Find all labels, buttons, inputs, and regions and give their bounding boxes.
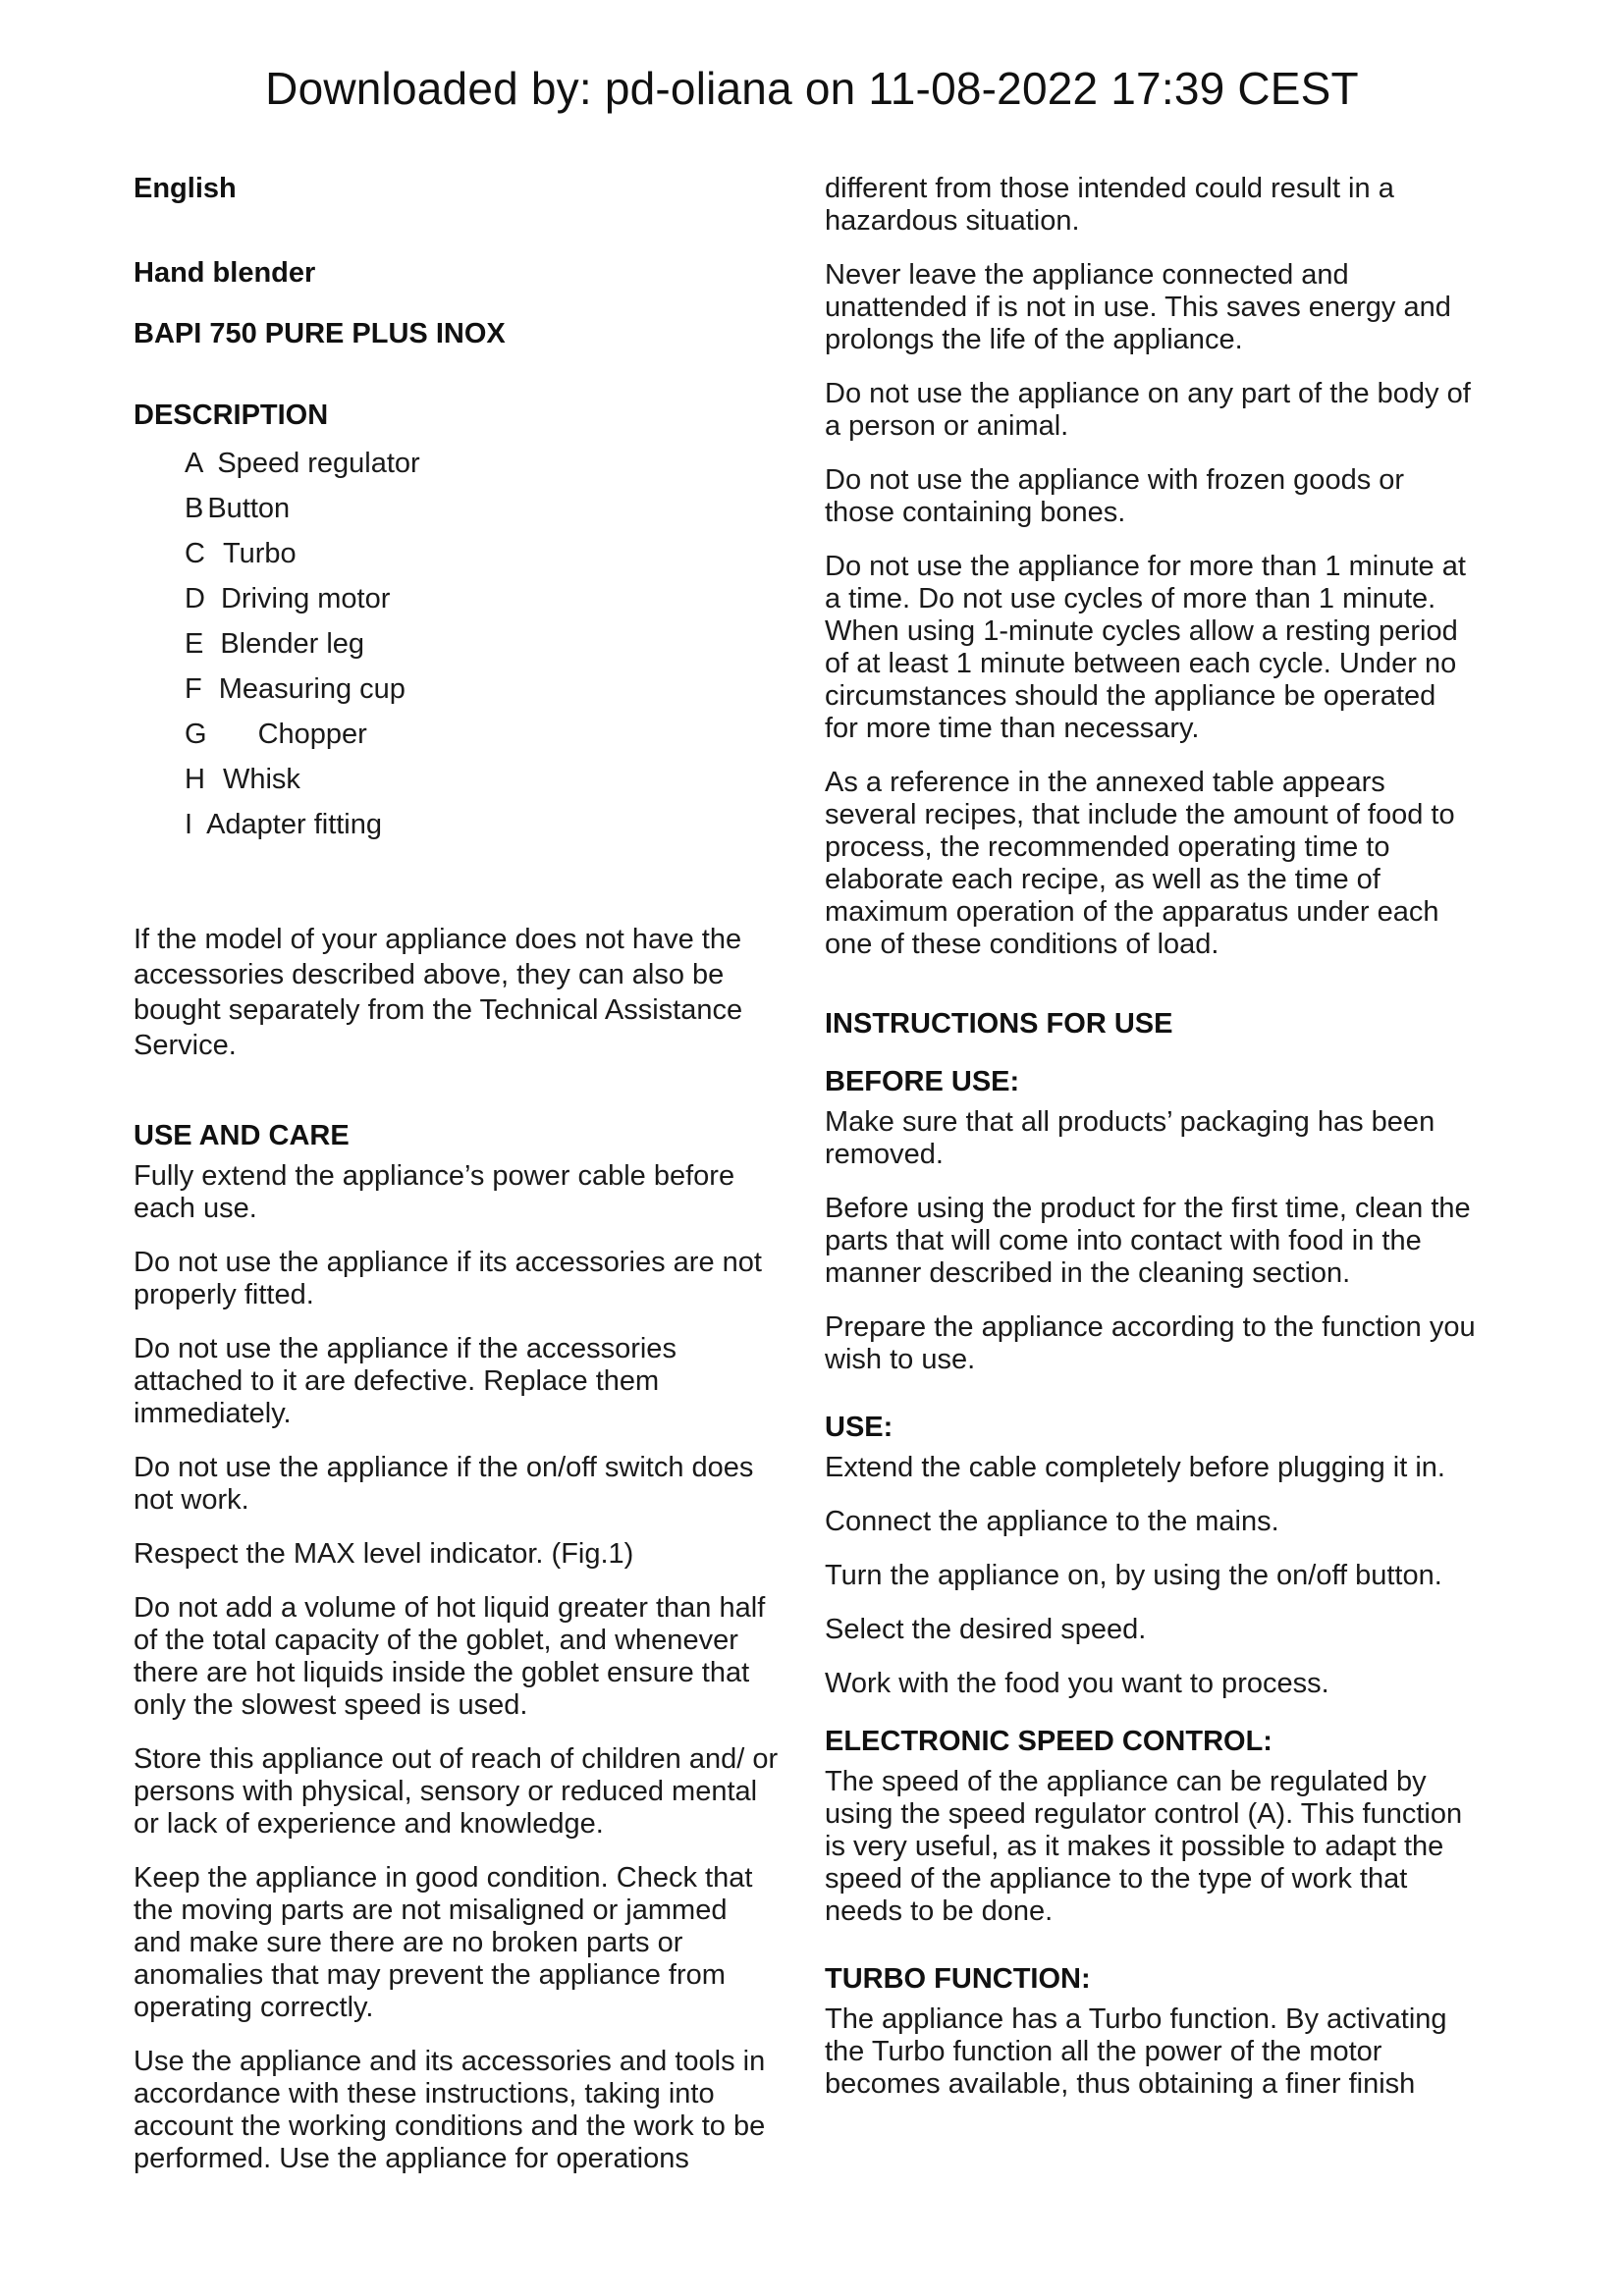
part-label: Measuring cup bbox=[218, 673, 406, 705]
parts-list bbox=[185, 449, 782, 855]
speed-control-text: The speed of the appliance can be regulated by using the speed regulator control (A). This function is very useful, as it makes it possible to adapt the speed of the appliance to the type of work that needs to be done. bbox=[825, 1766, 1463, 1927]
part-letter: E bbox=[185, 628, 204, 660]
part-label: Adapter fitting bbox=[206, 809, 383, 840]
part-item bbox=[185, 494, 782, 539]
before-use-paragraph: Prepare the appliance according to the function you wish to use. bbox=[825, 1311, 1476, 1375]
part-letter: H bbox=[185, 764, 205, 795]
use-paragraph: Turn the appliance on, by using the on/off button. bbox=[825, 1560, 1442, 1591]
care-paragraph: As a reference in the annexed table appears several recipes, that include the amount of food to process, the recommended operating time to elaborate each recipe, as well as the time of maximum operation of the apparatus under each one of these conditions of load. bbox=[825, 767, 1455, 960]
part-letter: I bbox=[185, 809, 193, 840]
right-column bbox=[825, 173, 1477, 2122]
part-letter: G bbox=[185, 719, 207, 750]
part-label: Chopper bbox=[257, 719, 367, 750]
use-paragraph: Select the desired speed. bbox=[825, 1614, 1147, 1645]
part-label: Blender leg bbox=[220, 628, 365, 660]
part-item bbox=[185, 584, 782, 629]
care-paragraph: Store this appliance out of reach of children and/ or persons with physical, sensory or reduced mental or lack of experience and knowledge. bbox=[134, 1743, 779, 1840]
part-letter: C bbox=[185, 538, 205, 569]
use-paragraph: Extend the cable completely before plugging it in. bbox=[825, 1452, 1445, 1483]
part-item bbox=[185, 449, 782, 494]
care-paragraph: Respect the MAX level indicator. (Fig.1) bbox=[134, 1538, 634, 1570]
part-letter: F bbox=[185, 673, 202, 705]
part-label: Speed regulator bbox=[217, 448, 420, 479]
part-item bbox=[185, 810, 782, 855]
care-paragraph: different from those intended could result in a hazardous situation. bbox=[825, 173, 1394, 237]
model-name: BAPI 750 PURE PLUS INOX bbox=[134, 318, 506, 349]
care-paragraph: Fully extend the appliance’s power cable before each use. bbox=[134, 1160, 735, 1224]
part-label: Turbo bbox=[222, 538, 297, 569]
care-paragraph: Do not use the appliance for more than 1 minute at a time. Do not use cycles of more than 1 minute. When using 1-minute cycles allow a resting period of at least 1 minute between each cycle. Under no circumstances should the appliance be operated for more time than necessary. bbox=[825, 551, 1466, 744]
care-paragraph: Never leave the appliance connected and unattended if is not in use. This saves energy and prolongs the life of the appliance. bbox=[825, 259, 1451, 355]
part-item bbox=[185, 629, 782, 674]
care-paragraph: Do not use the appliance with frozen goods or those containing bones. bbox=[825, 464, 1405, 528]
part-letter: A bbox=[185, 448, 204, 479]
use-paragraph: Connect the appliance to the mains. bbox=[825, 1506, 1279, 1537]
part-item bbox=[185, 674, 782, 720]
instructions-heading: INSTRUCTIONS FOR USE bbox=[825, 1008, 1173, 1040]
description-heading: DESCRIPTION bbox=[134, 400, 329, 431]
product-name: Hand blender bbox=[134, 257, 316, 289]
accessory-note: If the model of your appliance does not have the accessories described above, they can also be bought separately from the Technical Assistance Service. bbox=[134, 924, 743, 1061]
care-paragraph: Do not use the appliance if the on/off switch does not work. bbox=[134, 1452, 754, 1516]
part-label: Button bbox=[207, 493, 291, 524]
care-paragraph: Do not use the appliance on any part of the body of a person or animal. bbox=[825, 378, 1471, 442]
care-paragraph: Do not use the appliance if the accessories attached to it are defective. Replace them immediately. bbox=[134, 1333, 677, 1429]
download-header: Downloaded by: pd-oliana on 11-08-2022 17:39 CEST bbox=[265, 63, 1359, 114]
before-use-paragraph: Make sure that all products’ packaging has been removed. bbox=[825, 1106, 1435, 1170]
care-paragraph: Do not use the appliance if its accessories are not properly fitted. bbox=[134, 1247, 762, 1310]
use-paragraph: Work with the food you want to process. bbox=[825, 1668, 1329, 1699]
part-label: Whisk bbox=[222, 764, 300, 795]
left-column bbox=[134, 173, 782, 2197]
part-letter: D bbox=[185, 583, 205, 614]
care-paragraph: Use the appliance and its accessories and tools in accordance with these instructions, taking into account the working conditions and the work to be performed. Use the appliance for operations bbox=[134, 2046, 766, 2174]
part-item bbox=[185, 765, 782, 810]
speed-control-heading: ELECTRONIC SPEED CONTROL: bbox=[825, 1726, 1272, 1757]
use-and-care-heading: USE AND CARE bbox=[134, 1120, 350, 1151]
care-paragraph: Do not add a volume of hot liquid greater than half of the total capacity of the goblet, and whenever there are hot liquids inside the goblet ensure that only the slowest speed is used. bbox=[134, 1592, 766, 1721]
before-use-paragraph: Before using the product for the first time, clean the parts that will come into contact with food in the manner described in the cleaning section. bbox=[825, 1193, 1471, 1289]
part-item bbox=[185, 720, 782, 765]
part-letter: B bbox=[185, 493, 204, 524]
turbo-heading: TURBO FUNCTION: bbox=[825, 1963, 1091, 1995]
use-heading: USE: bbox=[825, 1412, 893, 1443]
part-label: Driving motor bbox=[220, 583, 391, 614]
part-item bbox=[185, 539, 782, 584]
care-paragraph: Keep the appliance in good condition. Check that the moving parts are not misaligned or jammed and make sure there are no broken parts or anomalies that may prevent the appliance from operating correctly. bbox=[134, 1862, 753, 2023]
turbo-text: The appliance has a Turbo function. By activating the Turbo function all the power of the motor becomes available, thus obtaining a finer finish bbox=[825, 2003, 1447, 2100]
language-label: English bbox=[134, 173, 237, 204]
before-use-heading: BEFORE USE: bbox=[825, 1066, 1020, 1097]
